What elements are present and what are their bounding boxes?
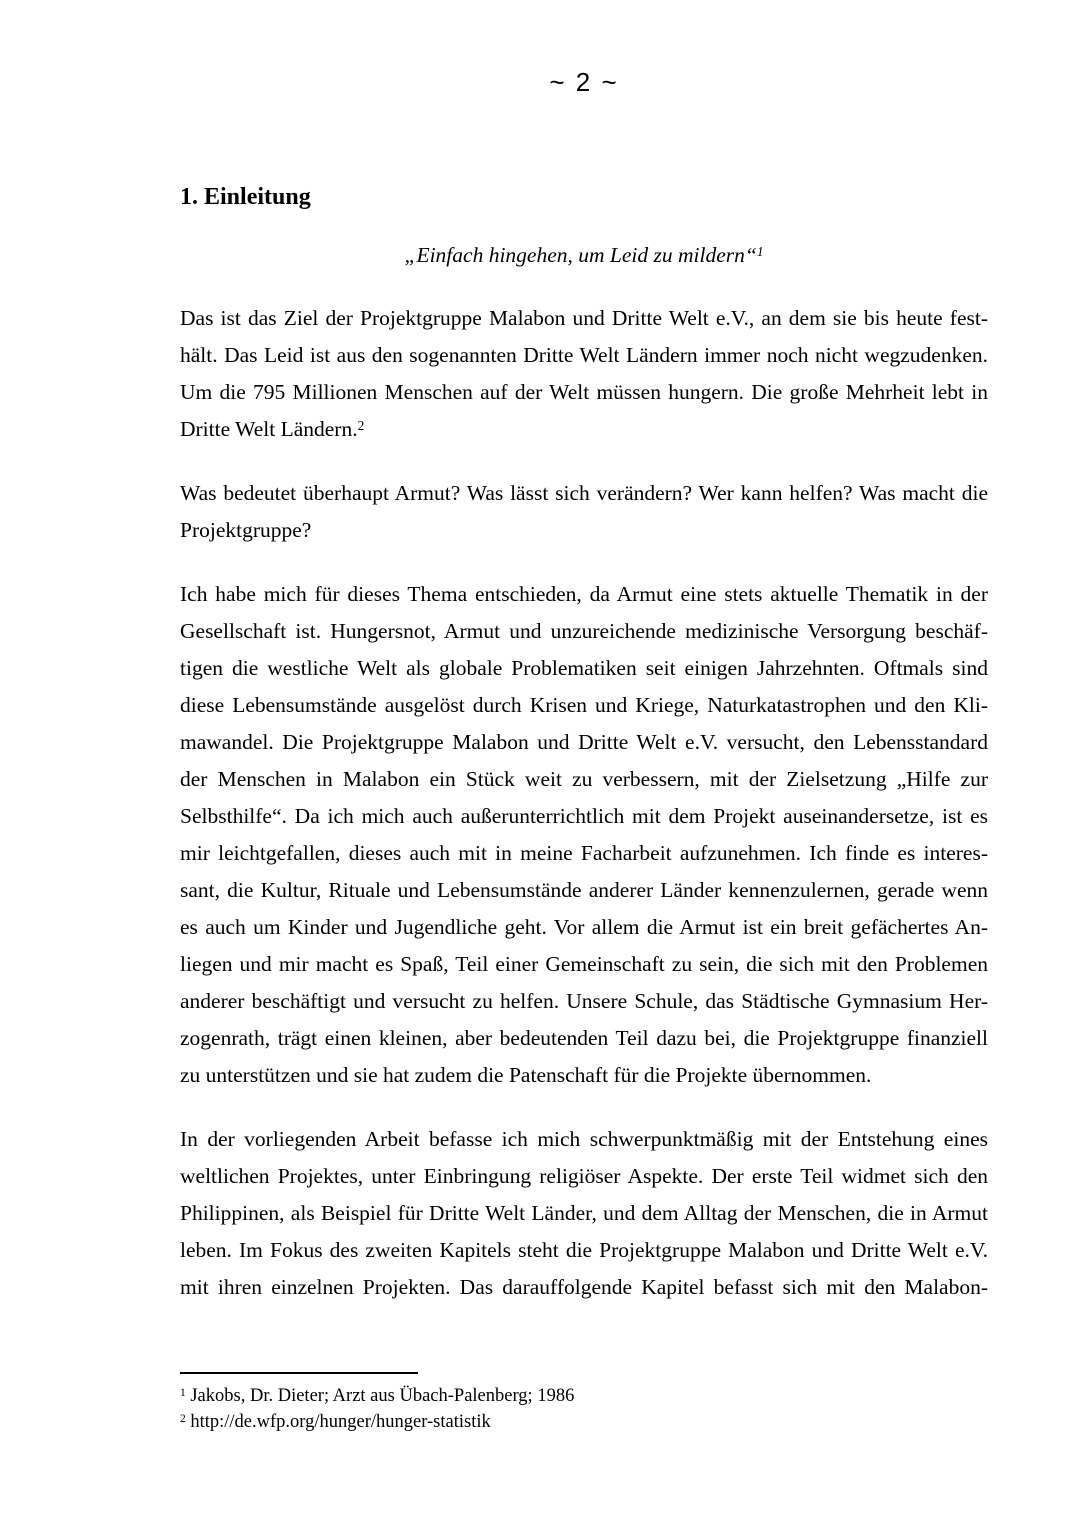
text-line: leben. Im Fokus des zweiten Kapitels steht die Projektgruppe Malabon und Dritte Welt e.V. [180, 1238, 988, 1262]
footnote-marker: 2 [180, 1412, 186, 1425]
text-line: mawandel. Die Projektgruppe Malabon und Dritte Welt e.V. versucht, den Lebensstandard [180, 730, 988, 754]
text-line: diese Lebensumstände ausgelöst durch Krisen und Kriege, Naturkatastrophen und den Kli- [180, 693, 988, 717]
footnote-1 [180, 1383, 988, 1409]
paragraph-4 [180, 1121, 988, 1306]
paragraph-3 [180, 576, 988, 1094]
text-line: der Menschen in Malabon ein Stück weit zu verbessern, mit der Zielsetzung „Hilfe zur [180, 767, 988, 791]
footnote-marker: 1 [180, 1386, 186, 1399]
text-line: mir leichtgefallen, dieses auch mit in meine Facharbeit aufzunehmen. Ich finde es interes- [180, 841, 988, 865]
footnote-2 [180, 1409, 988, 1435]
footnote-text: http://de.wfp.org/hunger/hunger-statistik [185, 1412, 491, 1432]
footnote-ref-2: 2 [357, 417, 365, 433]
text-line: anderer beschäftigt und versucht zu helfen. Unsere Schule, das Städtische Gymnasium Her- [180, 989, 988, 1013]
text-line: Dritte Welt Ländern.$^2$ [180, 417, 365, 441]
text-line: Ich habe mich für dieses Thema entschieden, da Armut eine stets aktuelle Thematik in der [180, 582, 988, 606]
text-line: mit ihren einzelnen Projekten. Das darauffolgende Kapitel befasst sich mit den Malabon- [180, 1275, 988, 1299]
text-line: zu unterstützen und sie hat zudem die Patenschaft für die Projekte übernommen. [180, 1063, 872, 1087]
text-line: sant, die Kultur, Rituale und Lebensumstände anderer Länder kennenzulernen, gerade wenn [180, 878, 988, 902]
footnote-list [180, 1383, 988, 1435]
text-line: Selbsthilfe“. Da ich mich auch außerunterrichtlich mit dem Projekt auseinandersetze, ist es [180, 804, 988, 828]
footnote-separator [180, 1372, 418, 1374]
epigraph-quote-text: „Einfach hingehen, um Leid zu mildern“ [404, 243, 757, 267]
page-number: ~ 2 ~ [549, 67, 619, 97]
text-line: hält. Das Leid ist aus den sogenannten Dritte Welt Ländern immer noch nicht wegzudenken. [180, 343, 988, 367]
footnote-text: Jakobs, Dr. Dieter; Arzt aus Übach-Palenberg; 1986 [185, 1386, 575, 1406]
text-line: Das ist das Ziel der Projektgruppe Malabon und Dritte Welt e.V., an dem sie bis heute fest- [180, 306, 988, 330]
text-line: Um die 795 Millionen Menschen auf der Welt müssen hungern. Die große Mehrheit lebt in [180, 380, 988, 404]
text-line: In der vorliegenden Arbeit befasse ich mich schwerpunktmäßig mit der Entstehung eines [180, 1127, 988, 1151]
epigraph-quote [180, 240, 988, 270]
footnote-ref-1: 1 [756, 243, 764, 259]
footnote-area [180, 1372, 988, 1435]
section-heading: 1. Einleitung [180, 184, 311, 210]
text-line: Was bedeutet überhaupt Armut? Was lässt sich verändern? Wer kann helfen? Was macht die [180, 481, 988, 505]
paragraph-1 [180, 300, 988, 448]
text-line: Gesellschaft ist. Hungersnot, Armut und unzureichende medizinische Versorgung beschäf- [180, 619, 988, 643]
text-line: zogenrath, trägt einen kleinen, aber bedeutenden Teil dazu bei, die Projektgruppe finanziell [180, 1026, 988, 1050]
text-line: liegen und mir macht es Spaß, Teil einer Gemeinschaft zu sein, die sich mit den Problemen [180, 952, 988, 976]
text-line: tigen die westliche Welt als globale Problematiken seit einigen Jahrzehnten. Oftmals sind [180, 656, 988, 680]
text-line: es auch um Kinder und Jugendliche geht. Vor allem die Armut ist ein breit gefächertes An- [180, 915, 988, 939]
text-line: Projektgruppe? [180, 518, 312, 542]
text-line: Philippinen, als Beispiel für Dritte Welt Länder, und dem Alltag der Menschen, die in Armut [180, 1201, 988, 1225]
paragraph-2 [180, 475, 988, 549]
text-line: weltlichen Projektes, unter Einbringung religiöser Aspekte. Der erste Teil widmet sich den [180, 1164, 988, 1188]
body-text [180, 300, 988, 1306]
